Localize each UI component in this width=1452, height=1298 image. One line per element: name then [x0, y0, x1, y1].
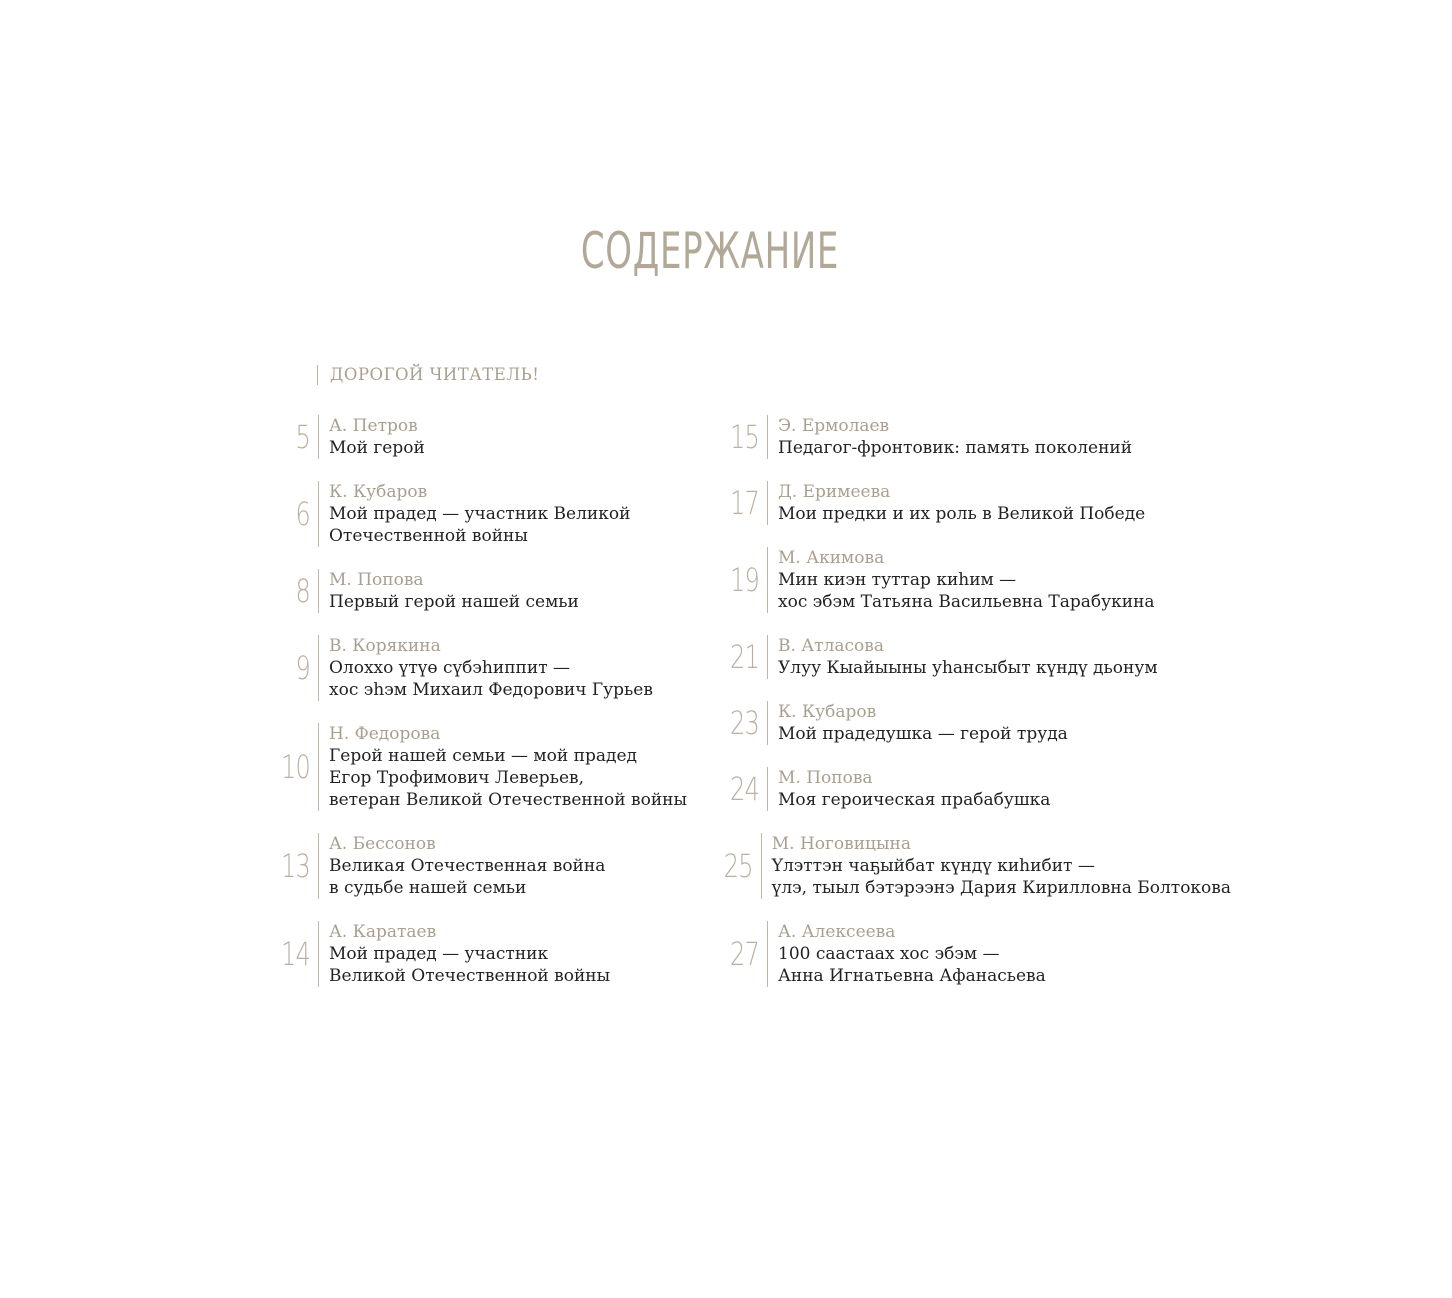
- toc-entry[interactable]: [262, 723, 782, 811]
- article-title-line: Анна Игнатьевна Афанасьева: [778, 966, 1046, 986]
- article-title-line: Олоххо үтүө сүбэһиппит —: [329, 658, 570, 678]
- toc-entry[interactable]: [711, 415, 1231, 459]
- toc-entry[interactable]: [262, 635, 782, 701]
- author-name: М. Попова: [329, 570, 424, 590]
- article-title-line: үлэ, тыыл бэтэрээнэ Дария Кирилловна Болтокова: [771, 878, 1231, 898]
- page-number: 14: [280, 935, 310, 973]
- article-title-line: Герой нашей семьи — мой прадед: [329, 746, 637, 766]
- page-number: 17: [729, 484, 759, 522]
- author-name: Э. Ермолаев: [778, 416, 890, 436]
- page-number: 5: [295, 418, 310, 456]
- toc-column-left: [262, 415, 782, 1009]
- toc-entry-text: [767, 547, 1155, 613]
- article-title-line: 100 саастаах хос эбэм —: [778, 944, 1000, 964]
- article-title-line: Мой прадед — участник: [329, 944, 549, 964]
- page-number: 9: [295, 649, 310, 687]
- author-name: К. Кубаров: [329, 482, 428, 502]
- toc-entry[interactable]: [711, 833, 1231, 899]
- toc-entry-text: [767, 481, 1145, 525]
- article-title-line: Великой Отечественной войны: [329, 966, 611, 986]
- toc-entry[interactable]: [711, 701, 1231, 745]
- intro-heading[interactable]: ДОРОГОЙ ЧИТАТЕЛЬ!: [317, 365, 539, 385]
- article-title-line: Педагог-фронтовик: память поколений: [778, 438, 1133, 458]
- page-number: 10: [280, 748, 310, 786]
- author-name: Д. Еримеева: [778, 482, 891, 502]
- author-name: М. Попова: [778, 768, 873, 788]
- article-title-line: Улуу Кыайыыны уһансыбыт күндү дьонум: [778, 658, 1158, 678]
- article-title-line: хос эбэм Татьяна Васильевна Тарабукина: [778, 592, 1155, 612]
- toc-entry-text: [318, 833, 605, 899]
- article-title-line: Первый герой нашей семьи: [329, 592, 579, 612]
- toc-entry-text: [767, 415, 1132, 459]
- page-number: 15: [729, 418, 759, 456]
- article-title-line: ветеран Великой Отечественной войны: [329, 790, 688, 810]
- author-name: А. Алексеева: [778, 922, 896, 942]
- author-name: М. Ноговицына: [771, 834, 911, 854]
- author-name: Н. Федорова: [329, 724, 441, 744]
- author-name: В. Атласова: [778, 636, 884, 656]
- toc-entry[interactable]: [262, 569, 782, 613]
- toc-entry-text: [318, 635, 653, 701]
- article-title-line: Мой герой: [329, 438, 425, 458]
- author-name: А. Бессонов: [329, 834, 436, 854]
- toc-entry[interactable]: [711, 481, 1231, 525]
- author-name: К. Кубаров: [778, 702, 877, 722]
- page-number: 13: [280, 847, 310, 885]
- toc-entry-text: [767, 921, 1046, 987]
- toc-entry[interactable]: [711, 635, 1231, 679]
- article-title-line: Моя героическая прабабушка: [778, 790, 1051, 810]
- author-name: В. Корякина: [329, 636, 441, 656]
- toc-column-right: [711, 415, 1231, 1009]
- toc-entry-text: [318, 921, 610, 987]
- page-number: 23: [729, 704, 759, 742]
- article-title-line: хос эһэм Михаил Федорович Гурьев: [329, 680, 653, 700]
- article-title-line: Мин киэн туттар киһим —: [778, 570, 1017, 590]
- toc-entry[interactable]: [711, 767, 1231, 811]
- toc-entry[interactable]: [262, 481, 782, 547]
- author-name: А. Петров: [329, 416, 418, 436]
- page-number: 25: [723, 847, 753, 885]
- toc-entry-text: [318, 723, 687, 811]
- toc-entry[interactable]: [711, 547, 1231, 613]
- page-number: 27: [729, 935, 759, 973]
- toc-entry-text: [767, 635, 1158, 679]
- page-title: СОДЕРЖАНИЕ: [580, 222, 840, 280]
- toc-entry-text: [767, 767, 1050, 811]
- toc-entry[interactable]: [262, 415, 782, 459]
- article-title-line: Отечественной войны: [329, 526, 528, 546]
- toc-entry-text: [761, 833, 1231, 899]
- page-number: 24: [729, 770, 759, 808]
- toc-entry[interactable]: [262, 833, 782, 899]
- article-title-line: Великая Отечественная война: [329, 856, 606, 876]
- page-number: 8: [295, 572, 310, 610]
- article-title-line: Мой прадед — участник Великой: [329, 504, 631, 524]
- toc-entry-text: [318, 569, 579, 613]
- toc-entry[interactable]: [262, 921, 782, 987]
- toc-entry-text: [318, 415, 425, 459]
- page-number: 19: [729, 561, 759, 599]
- article-title-line: в судьбе нашей семьи: [329, 878, 527, 898]
- toc-entry[interactable]: [711, 921, 1231, 987]
- page-number: 21: [729, 638, 759, 676]
- article-title-line: Мой прадедушка — герой труда: [778, 724, 1068, 744]
- article-title-line: Үлэттэн чаҕыйбат күндү киһибит —: [771, 856, 1095, 876]
- article-title-line: Егор Трофимович Леверьев,: [329, 768, 584, 788]
- page-number: 6: [295, 495, 310, 533]
- author-name: А. Каратаев: [329, 922, 437, 942]
- toc-entry-text: [767, 701, 1068, 745]
- article-title-line: Мои предки и их роль в Великой Победе: [778, 504, 1146, 524]
- toc-entry-text: [318, 481, 630, 547]
- author-name: М. Акимова: [778, 548, 885, 568]
